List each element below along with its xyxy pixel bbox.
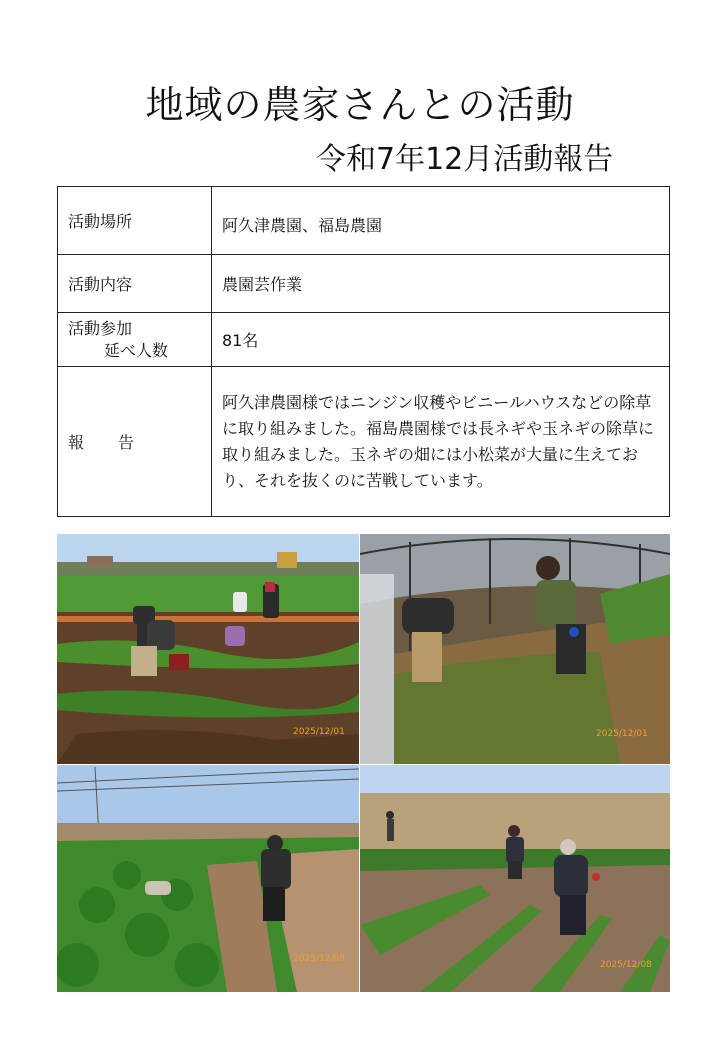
row-participants xyxy=(58,313,670,367)
photo3-date-stamp: 2025/12/08 xyxy=(293,954,345,964)
participants-label-line1: 活動参加 xyxy=(68,318,133,338)
photo-greenhouse-weeding xyxy=(360,534,670,764)
participants-value: 81名 xyxy=(212,313,670,367)
photo2-date-stamp: 2025/12/01 xyxy=(596,729,648,739)
report-label: 報告 xyxy=(58,367,212,517)
photo-grid xyxy=(57,534,670,992)
place-value: 阿久津農園、福島農園 xyxy=(212,187,670,255)
photo4-date-stamp: 2025/12/08 xyxy=(600,960,652,970)
content-label: 活動内容 xyxy=(58,255,212,313)
photo-onion-field xyxy=(360,765,670,992)
place-label: 活動場所 xyxy=(58,187,212,255)
activity-table xyxy=(57,186,670,517)
photo-carrot-harvest xyxy=(57,534,359,764)
page-title: 地域の農家さんとの活動 xyxy=(145,83,575,127)
content-value: 農園芸作業 xyxy=(212,255,670,313)
photo1-date-stamp: 2025/12/01 xyxy=(293,727,345,737)
participants-label xyxy=(58,313,212,367)
participants-label-line2: 延べ人数 xyxy=(104,340,169,360)
page-subtitle: 令和7年12月活動報告 xyxy=(316,142,614,177)
report-text: 阿久津農園様ではニンジン収穫やビニールハウスなどの除草に取り組みました。福島農園様では長ネギや玉ネギの除草に取り組みました。玉ネギの畑には小松菜が大量に生えており、それを抜くのに苦戦しています。 xyxy=(212,367,670,517)
row-content xyxy=(58,255,670,313)
row-place xyxy=(58,187,670,255)
photo-leafy-field xyxy=(57,765,359,992)
row-report xyxy=(58,367,670,517)
